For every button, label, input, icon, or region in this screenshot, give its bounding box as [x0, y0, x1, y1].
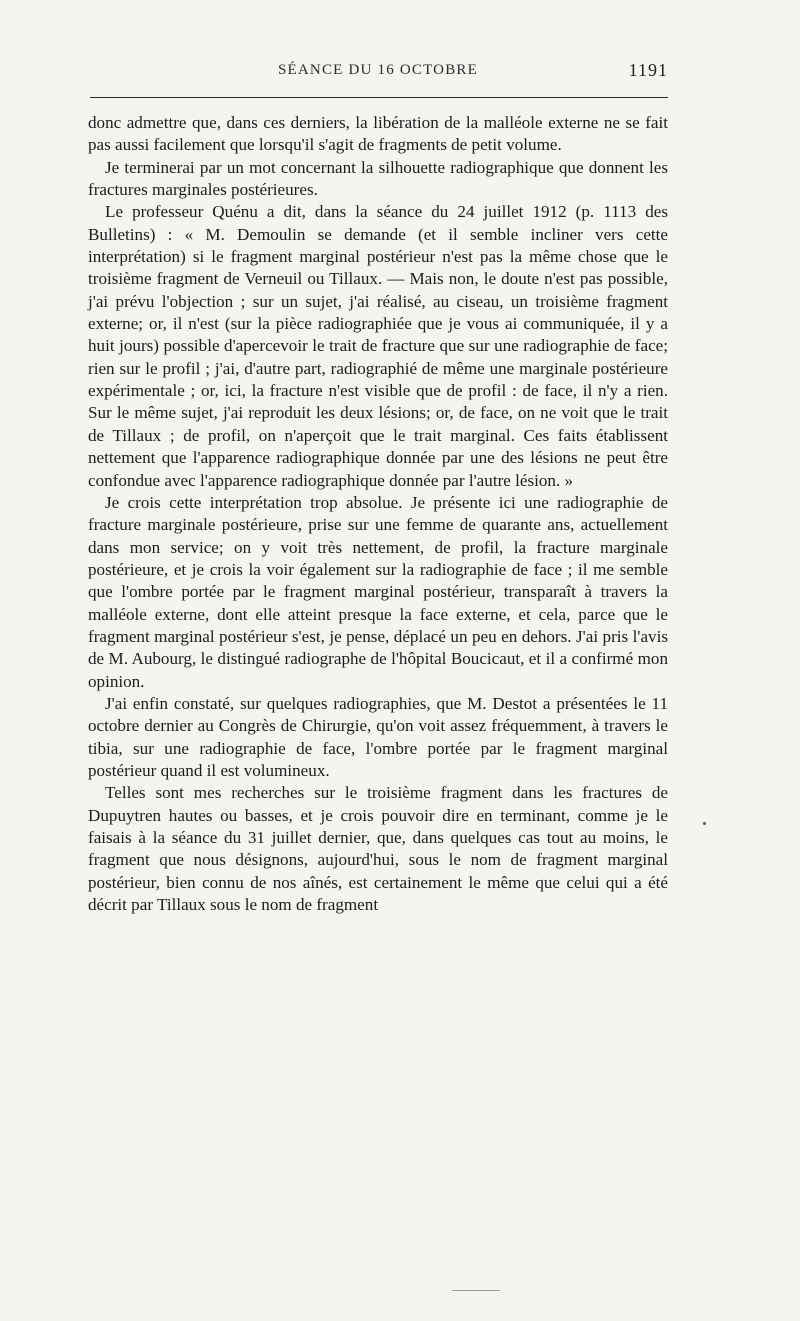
bottom-rule-mark [452, 1290, 500, 1291]
margin-speck [703, 822, 706, 825]
body-text [88, 112, 668, 916]
paragraph: Le professeur Quénu a dit, dans la séance du 24 juillet 1912 (p. 1113 des Bulletins) : « M. Demoulin se demande (et il semble incliner vers cette interprétation) si le fragment marginal postérieur n'est pas la même chose que le troisième fragment de Verneuil ou Tillaux. — Mais non, le doute n'est pas possible, j'ai prévu l'objection ; sur un sujet, j'ai réalisé, au ciseau, un troisième fragment externe; or, il n'est (sur la pièce radiographiée que je vous ai communiquée, il y a huit jours) possible d'apercevoir le trait de fracture que sur une radiographie de face; rien sur le profil ; j'ai, d'autre part, radiographié de même une marginale postérieure expérimentale ; or, ici, la fracture n'est visible que de profil : de face, il n'y a rien. Sur le même sujet, j'ai reproduit les deux lésions; or, de face, on ne voit que le trait de Tillaux ; de profil, on n'aperçoit que le trait marginal. Ces faits établissent nettement que l'apparence radiographique donnée par une des lésions ne peut être confondue avec l'apparence radiographique donnée par l'autre lésion. » [88, 202, 668, 490]
paragraph: donc admettre que, dans ces derniers, la libération de la malléole externe ne se fait pas aussi facilement que lorsqu'il s'agit de fragments de petit volume. [88, 113, 668, 155]
paragraph: Je terminerai par un mot concernant la silhouette radiographique que donnent les fractures marginales postérieures. [88, 157, 668, 200]
running-head: SÉANCE DU 16 OCTOBRE [278, 62, 478, 78]
page-header [88, 56, 668, 86]
paragraph: Telles sont mes recherches sur le troisième fragment dans les fractures de Dupuytren hautes ou basses, et je crois pouvoir dire en terminant, comme je le faisais à la séance du 31 juillet dernier, que, dans quelques cas tout au moins, le fragment que nous désignons, aujourd'hui, sous le nom de fragment marginal postérieur, bien connu de nos aînés, est certainement le même que celui qui a été décrit par Tillaux sous le nom de fragment [88, 783, 668, 915]
header-rule [90, 97, 668, 98]
paragraph: J'ai enfin constaté, sur quelques radiographies, que M. Destot a présentées le 11 octobre dernier au Congrès de Chirurgie, qu'on voit assez fréquemment, à travers le tibia, sur une radiographie de face, l'ombre portée par le fragment marginal postérieur quand il est volumineux. [88, 693, 668, 780]
paragraph: Je crois cette interprétation trop absolue. Je présente ici une radiographie de fracture marginale postérieure, prise sur une femme de quarante ans, actuellement dans mon service; on y voit très nettement, de profil, la fracture marginale postérieure, et je crois la voir également sur la radiographie de face ; il me semble que l'ombre portée par le fragment marginal postérieur, transparaît à travers la malléole externe, dont elle atteint presque la face externe, et cela, parce que le fragment marginal postérieur s'est, je pense, déplacé un peu en dehors. J'ai pris l'avis de M. Aubourg, le distingué radiographe de l'hôpital Boucicaut, et il a confirmé mon opinion. [88, 492, 668, 691]
page-number: 1191 [628, 60, 668, 80]
